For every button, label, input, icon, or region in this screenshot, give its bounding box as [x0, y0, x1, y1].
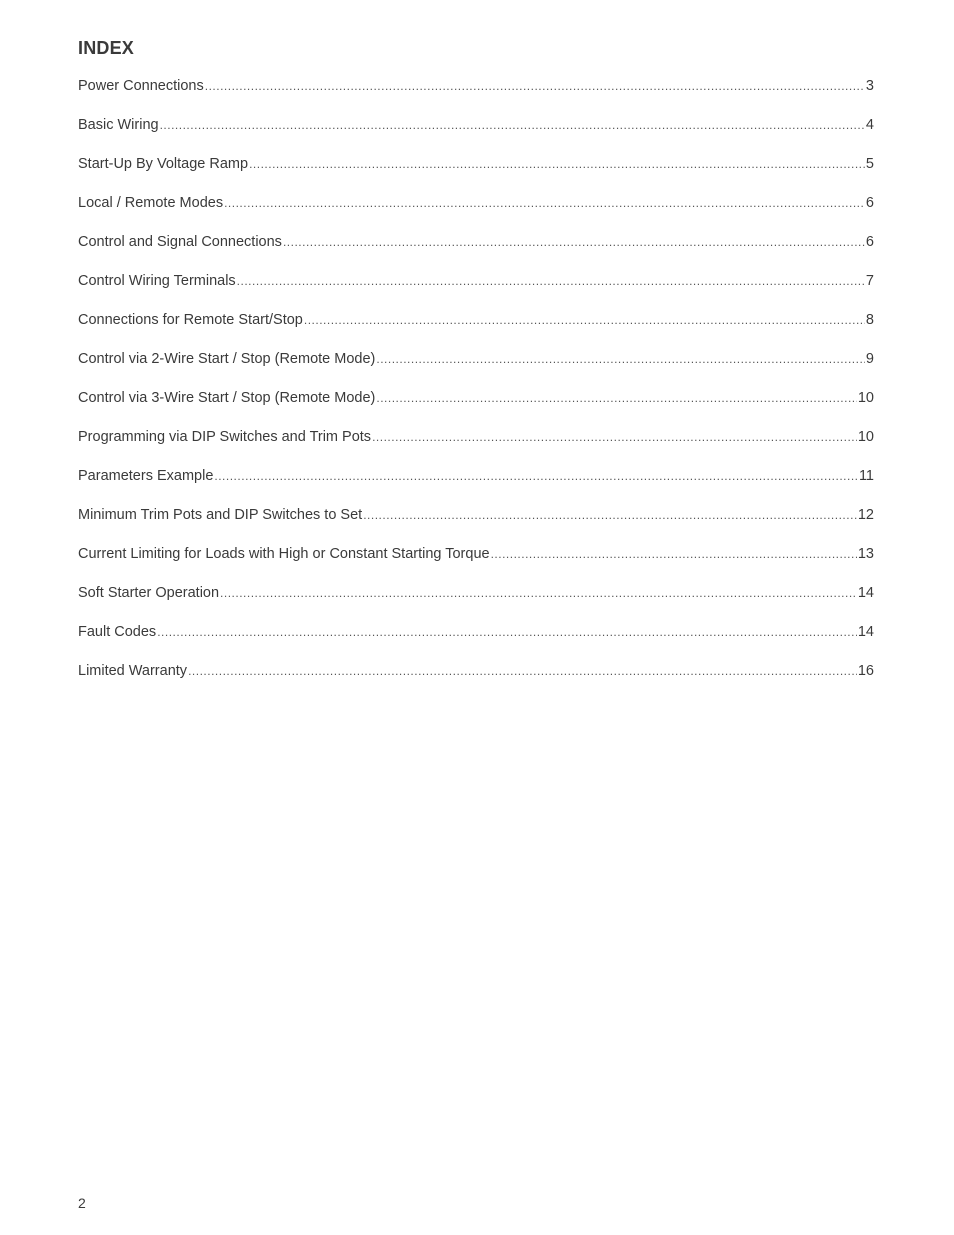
toc-entry-page: 13 — [857, 546, 874, 562]
toc-entry — [78, 154, 874, 193]
toc-entry-label: Soft Starter Operation — [78, 585, 220, 601]
toc-dot-leader — [376, 349, 865, 369]
toc-entry-page: 14 — [857, 585, 874, 601]
toc-dot-leader — [205, 76, 865, 96]
toc-entry-page: 10 — [857, 390, 874, 406]
toc-entry — [78, 193, 874, 232]
toc-entry — [78, 661, 874, 700]
toc-dot-leader — [220, 583, 857, 603]
toc-dot-leader — [157, 622, 857, 642]
toc-entry-page: 10 — [857, 429, 874, 445]
toc-entry-label: Current Limiting for Loads with High or Constant Starting Torque — [78, 546, 490, 562]
toc-entry — [78, 583, 874, 622]
toc-entry — [78, 310, 874, 349]
toc-dot-leader — [224, 193, 865, 213]
toc-dot-leader — [214, 466, 858, 486]
toc-dot-leader — [491, 544, 857, 564]
toc-entry-label: Fault Codes — [78, 624, 157, 640]
toc-dot-leader — [304, 310, 865, 330]
toc-entry-label: Control via 3-Wire Start / Stop (Remote Mode) — [78, 390, 376, 406]
toc-entry-page: 6 — [865, 195, 874, 211]
toc-entry-page: 12 — [857, 507, 874, 523]
toc-entry — [78, 544, 874, 583]
toc-entry-label: Basic Wiring — [78, 117, 159, 133]
toc-entry — [78, 427, 874, 466]
toc-entry-label: Start-Up By Voltage Ramp — [78, 156, 249, 172]
toc-dot-leader — [283, 232, 865, 252]
toc-entry-page: 14 — [857, 624, 874, 640]
toc-entry-page: 3 — [865, 78, 874, 94]
toc-dot-leader — [376, 388, 857, 408]
toc-entry — [78, 76, 874, 115]
toc-entry-page: 6 — [865, 234, 874, 250]
toc-entry-label: Control Wiring Terminals — [78, 273, 236, 289]
toc-dot-leader — [363, 505, 857, 525]
toc-dot-leader — [160, 115, 865, 135]
toc-entry-page: 9 — [865, 351, 874, 367]
toc-entry-label: Control via 2-Wire Start / Stop (Remote Mode) — [78, 351, 376, 367]
toc-entry-label: Power Connections — [78, 78, 204, 94]
toc-entry — [78, 622, 874, 661]
toc-entry-label: Parameters Example — [78, 468, 214, 484]
toc-entry-label: Limited Warranty — [78, 663, 188, 679]
toc-entry-page: 16 — [857, 663, 874, 679]
toc-dot-leader — [237, 271, 865, 291]
toc-entry-page: 8 — [865, 312, 874, 328]
toc-entry — [78, 271, 874, 310]
toc-entry-label: Control and Signal Connections — [78, 234, 282, 250]
toc-dot-leader — [249, 154, 865, 174]
index-title: INDEX — [78, 38, 135, 58]
toc-entry-label: Programming via DIP Switches and Trim Pots — [78, 429, 372, 445]
toc-entry-page: 4 — [865, 117, 874, 133]
toc-entry-label: Local / Remote Modes — [78, 195, 224, 211]
toc-entry — [78, 505, 874, 544]
toc-entry — [78, 232, 874, 271]
toc-entry-page: 7 — [865, 273, 874, 289]
toc-entry — [78, 466, 874, 505]
toc-entry — [78, 115, 874, 154]
toc-dot-leader — [372, 427, 857, 447]
toc-entry — [78, 349, 874, 388]
table-of-contents — [78, 76, 874, 700]
toc-dot-leader — [188, 661, 857, 681]
toc-entry-page: 5 — [865, 156, 874, 172]
toc-entry — [78, 388, 874, 427]
page-number: 2 — [78, 1195, 86, 1211]
toc-entry-label: Connections for Remote Start/Stop — [78, 312, 303, 328]
toc-entry-page: 11 — [858, 468, 874, 484]
toc-entry-label: Minimum Trim Pots and DIP Switches to Set — [78, 507, 363, 523]
